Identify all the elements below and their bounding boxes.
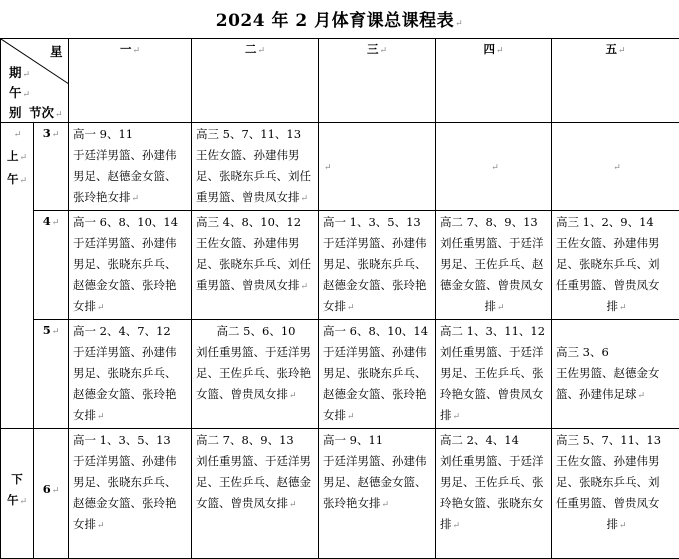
cell-line: 排↵ [556, 514, 677, 537]
cell-line: 于廷洋男篮、孙建伟 [323, 451, 433, 472]
cell-line: 高一 1、3、5、13 [73, 430, 189, 451]
cell-line: 男足、王佐乒乓、张 [440, 363, 549, 384]
cell-line: 高一 1、3、5、13 [323, 212, 433, 233]
cell-line: 刘任重男篮、于廷洋男 [196, 342, 316, 363]
cell-line: 刘任重男篮、于廷洋男 [196, 451, 316, 472]
header-row [1, 39, 679, 123]
cell-line: 高一 9、11 [73, 124, 189, 145]
cell-line: 高二 5、6、10 [196, 321, 316, 342]
schedule-cell-p6-wed [319, 429, 436, 559]
cell-line: 男足、张晓东乒乓、 [323, 254, 433, 275]
period-row-6 [1, 429, 679, 559]
cell-line: 男足、赵德金女篮、 [323, 472, 433, 493]
cell-line: 女排↵ [73, 296, 189, 319]
cell-line: 女篮、曾贵凤女排↵ [196, 493, 316, 516]
period-row-5 [1, 320, 679, 429]
cell-line: 高二 1、3、11、12 [440, 321, 549, 342]
cell-line: 赵德金女篮、张玲艳 [323, 384, 433, 405]
schedule-cell-p3-thu: ↵ [436, 123, 552, 211]
schedule-cell-p3-fri: ↵ [552, 123, 679, 211]
cell-line: 高一 6、8、10、14 [323, 321, 433, 342]
cell-line: 刘任重男篮、于廷洋 [440, 233, 549, 254]
period-row-3 [1, 123, 679, 211]
cell-line: 于廷洋男篮、孙建伟 [323, 342, 433, 363]
schedule-cell-p5-tue [192, 320, 319, 429]
cell-line: 高二 7、8、9、13 [196, 430, 316, 451]
cell-line: 女排↵ [323, 296, 433, 319]
cell-line: 排↵ [440, 405, 549, 428]
cell-line: 男足、张晓东乒乓、 [323, 363, 433, 384]
schedule-cell-p6-tue [192, 429, 319, 559]
cell-line: 足、张晓东乒乓、刘任 [196, 166, 316, 187]
corner-header-cell [1, 39, 69, 123]
cell-line: 王佐女篮、孙建伟男 [556, 451, 677, 472]
cell-line: 赵德金女篮、张玲艳 [323, 275, 433, 296]
cell-line: 足、张晓东乒乓、刘任 [196, 254, 316, 275]
cell-line: 高二 2、4、14 [440, 430, 549, 451]
schedule-cell-p3-wed: ↵ [319, 123, 436, 211]
cell-line: 足、王佐乒乓、赵德金 [196, 472, 316, 493]
corner-label-xing: 星 [50, 41, 63, 62]
period-row-4 [1, 211, 679, 320]
schedule-table [0, 38, 679, 559]
cell-line: 赵德金女篮、张玲艳 [73, 384, 189, 405]
cell-line: 排↵ [440, 514, 549, 537]
cell-line: 女排↵ [73, 514, 189, 537]
cell-line: 女篮、曾贵凤女排↵ [196, 384, 316, 407]
cell-line: 男足、王佐乒乓、张 [440, 472, 549, 493]
cell-line: 女排↵ [323, 405, 433, 428]
cell-line: 男足、张晓东乒乓、 [73, 254, 189, 275]
schedule-cell-p6-thu [436, 429, 552, 559]
cell-line: 于廷洋男篮、孙建伟 [73, 233, 189, 254]
cell-line: 王佐男篮、赵德金女 [556, 363, 677, 384]
schedule-cell-p3-tue [192, 123, 319, 211]
cell-line: 任重男篮、曾贵凤女 [556, 493, 677, 514]
cell-line: 高三 5、7、11、13 [556, 430, 677, 451]
cell-line: 足、张晓东乒乓、刘 [556, 472, 677, 493]
cell-line: 足、张晓东乒乓、刘 [556, 254, 677, 275]
cell-line: 玲艳女篮、曾贵凤女 [440, 384, 549, 405]
cell-line: 王佐女篮、孙建伟男 [196, 145, 316, 166]
corner-label-bie: 别 [9, 102, 22, 123]
schedule-cell-p4-fri [552, 211, 679, 320]
day-header-thu: 四↵ [436, 39, 552, 123]
cell-line: 德金女篮、曾贵凤女 [440, 275, 549, 296]
corner-label-jieci: 节次↵ [29, 102, 63, 126]
cell-line: 男足、王佐乒乓、赵 [440, 254, 549, 275]
cell-line: 任重男篮、曾贵凤女 [556, 275, 677, 296]
cell-line: 刘任重男篮、于廷洋 [440, 342, 549, 363]
period-label-5: 5↵ [34, 320, 69, 429]
schedule-cell-p6-fri [552, 429, 679, 559]
cell-line: 刘任重男篮、于廷洋 [440, 451, 549, 472]
day-header-mon: 一↵ [69, 39, 192, 123]
schedule-cell-p5-wed [319, 320, 436, 429]
cell-line: 于廷洋男篮、孙建伟 [73, 451, 189, 472]
cell-line: 重男篮、曾贵凤女排↵ [196, 275, 316, 298]
cell-line: 重男篮、曾贵凤女排↵ [196, 187, 316, 210]
cell-line: 高三 5、7、11、13 [196, 124, 316, 145]
corner-label-wu: 午↵ [9, 82, 30, 106]
cell-line: 高一 6、8、10、14 [73, 212, 189, 233]
cell-line: 张玲艳女排↵ [323, 493, 433, 516]
paragraph-mark: ↵ [455, 19, 463, 29]
cell-line: 男足、张晓东乒乓、 [73, 472, 189, 493]
period-label-4: 4↵ [34, 211, 69, 320]
cell-line: 王佐女篮、孙建伟男 [196, 233, 316, 254]
cell-line: 高三 3、6 [556, 342, 677, 363]
cell-line: 女排↵ [73, 405, 189, 428]
schedule-cell-p5-thu [436, 320, 552, 429]
schedule-cell-p5-mon [69, 320, 192, 429]
cell-line: 高二 7、8、9、13 [440, 212, 549, 233]
cell-line: 于廷洋男篮、孙建伟 [323, 233, 433, 254]
schedule-cell-p5-fri [552, 320, 679, 429]
cell-line: 赵德金女篮、张玲艳 [73, 275, 189, 296]
cell-line: 于廷洋男篮、孙建伟 [73, 145, 189, 166]
session-morning: ↵ 上↵ 午↵ [1, 123, 34, 429]
cell-line: 张玲艳女排↵ [73, 187, 189, 210]
period-label-6: 6↵ [34, 429, 69, 559]
corner-label-qi: 期↵ [9, 62, 30, 86]
cell-line: 高一 9、11 [323, 430, 433, 451]
schedule-cell-p6-mon [69, 429, 192, 559]
cell-line: 排↵ [556, 296, 677, 319]
day-header-fri: 五↵ [552, 39, 679, 123]
cell-line: 王佐女篮、孙建伟男 [556, 233, 677, 254]
day-header-tue: 二↵ [192, 39, 319, 123]
cell-line: 高三 4、8、10、12 [196, 212, 316, 233]
schedule-cell-p4-mon [69, 211, 192, 320]
cell-line: 篮、孙建伟足球↵ [556, 384, 677, 407]
schedule-cell-p4-thu [436, 211, 552, 320]
schedule-cell-p4-wed [319, 211, 436, 320]
cell-line: 足、王佐乒乓、张玲艳 [196, 363, 316, 384]
cell-line: 排↵ [440, 296, 549, 319]
day-header-wed: 三↵ [319, 39, 436, 123]
schedule-cell-p4-tue [192, 211, 319, 320]
period-label-3: 3↵ [34, 123, 69, 211]
session-afternoon: 下 午↵ [1, 429, 34, 559]
schedule-title: 2024 年 2 月体育课总课程表↵ [0, 6, 679, 31]
schedule-cell-p3-mon [69, 123, 192, 211]
cell-line: 男足、赵德金女篮、 [73, 166, 189, 187]
cell-line: 高一 2、4、7、12 [73, 321, 189, 342]
cell-line: 玲艳女篮、张晓东女 [440, 493, 549, 514]
cell-line: 高三 1、2、9、14 [556, 212, 677, 233]
cell-line: 赵德金女篮、张玲艳 [73, 493, 189, 514]
cell-line: 于廷洋男篮、孙建伟 [73, 342, 189, 363]
cell-line: 男足、张晓东乒乓、 [73, 363, 189, 384]
